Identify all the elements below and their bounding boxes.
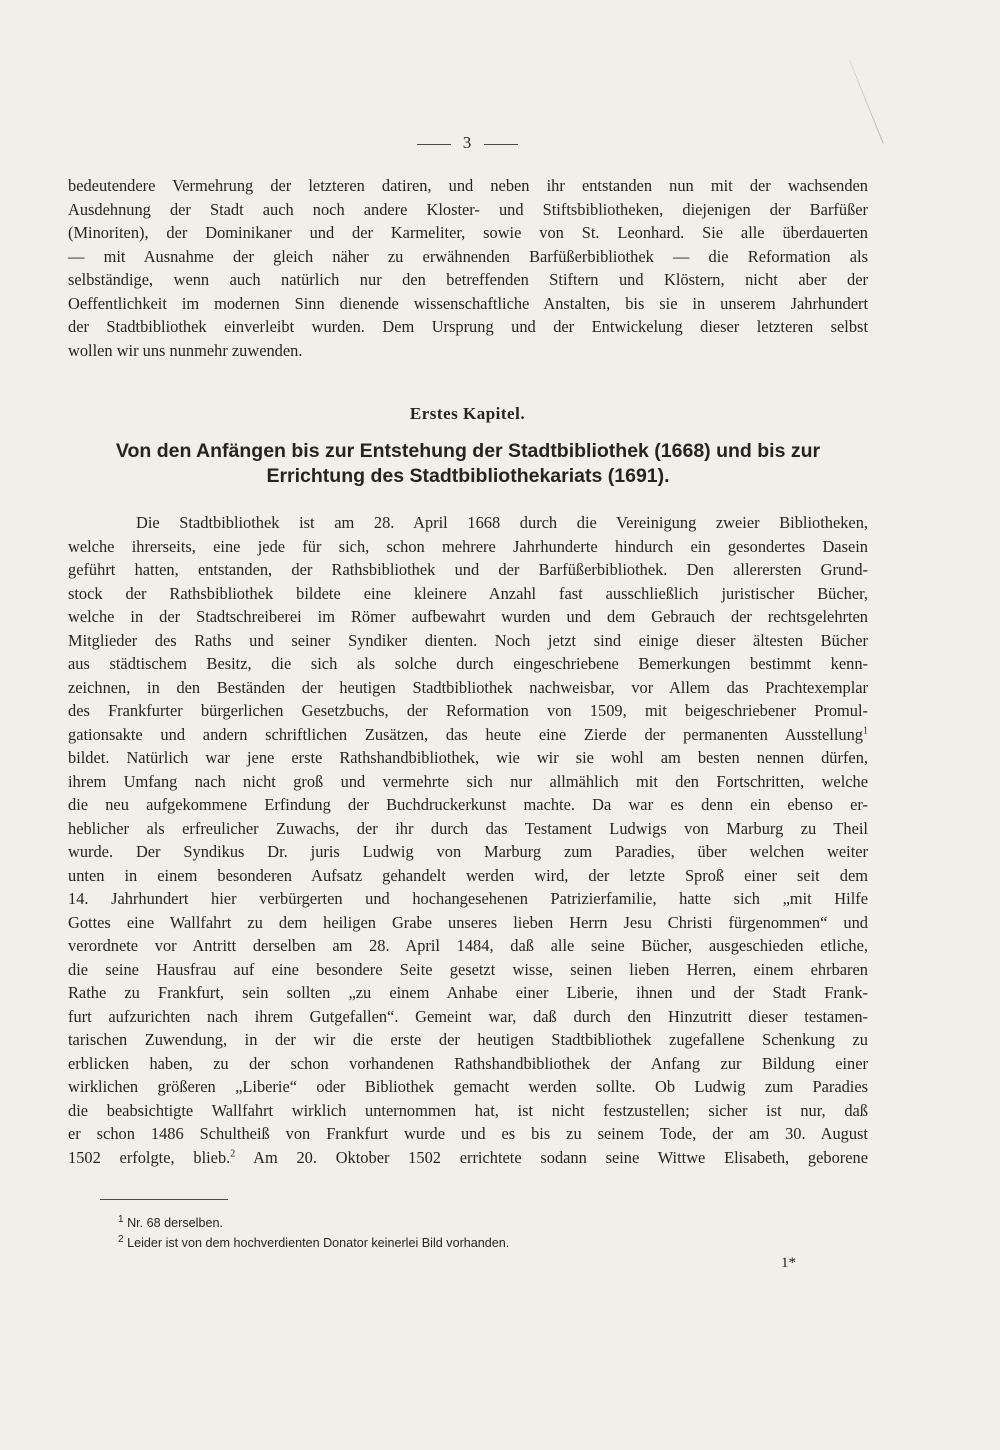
text-line: er schon 1486 Schultheiß von Frankfurt wurde und es bis zu seinem Tode, der am 30. August bbox=[68, 1124, 868, 1143]
chapter-label: Erstes Kapitel. bbox=[409, 404, 526, 423]
text-line: Die Stadtbibliothek ist am 28. April 1668 durch die Vereinigung zweier Bibliotheken, bbox=[136, 513, 868, 532]
text-line: wirklichen größeren „Liberie“ oder Bibliothek gemacht werden sollte. Ob Ludwig zum Paradies bbox=[68, 1077, 868, 1096]
page-number-dash-right bbox=[484, 144, 518, 145]
text-line: 14. Jahrhundert hier verbürgerten und hochangesehenen Patrizierfamilie, hatte sich „mit Hilfe bbox=[68, 889, 868, 908]
text-line: furt aufzurichten nach ihrem Gutgefallen“. Gemeint war, daß durch den Hinzutritt dieser testamen- bbox=[68, 1006, 868, 1026]
text-line: die beabsichtigte Wallfahrt wirklich unternommen hat, ist nicht festzustellen; sicher ist nur, daß bbox=[68, 1100, 868, 1120]
text-line: selbständige, wenn auch natürlich nur den betreffenden Stiftern und Klöstern, nicht aber der bbox=[68, 270, 868, 289]
footnote-2 bbox=[118, 1233, 818, 1253]
text-line: des Frankfurter bürgerlichen Gesetzbuchs, der Reformation von 1509, mit beigeschriebener Promul- bbox=[68, 701, 868, 720]
text-line: die neu aufgekommene Erfindung der Buchdruckerkunst machte. Da war es denn ein ebenso er- bbox=[68, 795, 868, 814]
footnote-mark: 1 bbox=[118, 1213, 124, 1225]
text-line: — mit Ausnahme der gleich näher zu erwähnenden Barfüßerbibliothek — die Reformation als bbox=[68, 246, 868, 266]
footnote-text: Leider ist von dem hochverdienten Donator keinerlei Bild vorhanden. bbox=[127, 1236, 510, 1250]
footnote-ref-1[interactable]: 1 bbox=[863, 725, 868, 737]
text-line: heblicher als erfreulicher Zuwachs, der ihr durch das Testament Ludwigs von Marburg zu Theil bbox=[68, 818, 868, 838]
footnotes bbox=[118, 1213, 818, 1253]
text-line-with-footnote bbox=[68, 723, 868, 747]
footnote-ref-2[interactable]: 2 bbox=[230, 1148, 236, 1160]
text-line: welche in der Stadtschreiberei im Römer aufbewahrt wurden und dem Gebrauch der rechtsgelehrten bbox=[68, 607, 868, 626]
text-line: (Minoriten), der Dominikaner und der Karmeliter, sowie von St. Leonhard. Sie alle überdauerten bbox=[68, 223, 868, 242]
text-line: erblicken haben, zu der schon vorhandenen Rathshandbibliothek der Anfang zur Bildung einer bbox=[68, 1053, 868, 1073]
text-line: zeichnen, in den Beständen der heutigen Stadtbibliothek nachweisbar, vor Allem das Prachtexemplar bbox=[68, 677, 868, 697]
text-line: unten in einem besonderen Aufsatz gehandelt werden wird, der letzte Sproß einer seit dem bbox=[68, 865, 868, 885]
text-line: bildet. Natürlich war jene erste Rathshandbibliothek, wie wir sie wohl am besten nennen dürfen, bbox=[68, 748, 868, 767]
printer-signature-mark: 1* bbox=[781, 1255, 796, 1271]
text-line: Gottes eine Wallfahrt zu dem heiligen Grabe unseres lieben Herrn Jesu Christi fürgenommen“ und bbox=[68, 912, 868, 932]
text-line: wollen wir uns nunmehr zuwenden. bbox=[68, 340, 303, 360]
text-line: bedeutendere Vermehrung der letzteren datiren, und neben ihr entstanden nun mit der wachsenden bbox=[68, 176, 868, 195]
main-paragraph bbox=[68, 511, 868, 1169]
page-number-value: 3 bbox=[462, 133, 473, 152]
page-number bbox=[0, 133, 935, 153]
footnote-text: Nr. 68 derselben. bbox=[127, 1216, 223, 1230]
text-line: der Stadtbibliothek einverleibt wurden. Dem Ursprung und der Entwickelung dieser letzteren selbst bbox=[68, 317, 868, 336]
text-line: Ausdehnung der Stadt auch noch andere Kloster- und Stiftsbibliotheken, diejenigen der Barfüßer bbox=[68, 199, 868, 219]
text-line: verordnete vor Antritt derselben am 28. April 1484, daß alle seine Bücher, ausgeschieden etliche, bbox=[68, 936, 868, 955]
text-line: ihrem Umfang nach nicht groß und vermehrte sich nur allmählich mit den Fortschritten, welche bbox=[68, 771, 868, 791]
chapter-title-line: Von den Anfängen bis zur Entstehung der Stadtbibliothek (1668) und bis zur bbox=[115, 440, 821, 462]
paper-fold-mark bbox=[849, 60, 884, 144]
text-line: die seine Hausfrau auf eine besondere Seite gesetzt wisse, seinen lieben Herren, einem ehrbaren bbox=[68, 959, 868, 979]
text-line-content: gationsakte und andern schriftlichen Zusätzen, das heute eine Zierde der permanenten Ausstellung bbox=[68, 724, 863, 744]
text-line: aus städtischem Besitz, die sich als solche durch eingeschriebene Bemerkungen bestimmt kenn- bbox=[68, 654, 868, 673]
page-number-dash-left bbox=[417, 144, 451, 145]
text-line-content: 1502 erfolgte, blieb.$^2$ Am 20. Oktober 1502 errichtete sodann seine Wittwe Elisabeth, geborene bbox=[68, 1147, 868, 1167]
text-line: welche ihrerseits, eine jede für sich, schon mehrere Jahrhunderte hindurch ein gesondertes Dasein bbox=[68, 536, 868, 556]
text-line: tarischen Zuwendung, in der wir die erste der heutigen Stadtbibliothek zugefallene Schenkung zu bbox=[68, 1030, 868, 1049]
text-line: Rathe zu Frankfurt, sein sollten „zu einem Anhabe einer Liberie, ihnen und der Stadt Frank- bbox=[68, 983, 868, 1002]
text-line: Mitglieder des Raths und seiner Syndiker dienten. Noch jetzt sind einige dieser ältesten Bücher bbox=[68, 630, 868, 650]
footnote-1 bbox=[118, 1213, 818, 1233]
footnote-mark: 2 bbox=[118, 1233, 124, 1245]
text-line: geführt hatten, entstanden, der Rathsbibliothek und der Barfüßerbibliothek. Den allerersten Grund- bbox=[68, 560, 868, 579]
text-line-with-footnote bbox=[68, 1146, 868, 1170]
chapter-title-line: Errichtung des Stadtbibliothekariats (1691). bbox=[266, 465, 670, 487]
footnote-separator bbox=[100, 1199, 228, 1200]
chapter-title bbox=[68, 439, 868, 489]
text-line: wurde. Der Syndikus Dr. juris Ludwig von Marburg zum Paradies, über welchen weiter bbox=[68, 842, 868, 861]
text-line: Oeffentlichkeit im modernen Sinn dienende wissenschaftliche Anstalten, bis sie in unserem Jahrhundert bbox=[68, 293, 868, 313]
text-line: stock der Rathsbibliothek bildete eine kleinere Anzahl fast ausschließlich juristischer Bücher, bbox=[68, 583, 868, 603]
intro-paragraph bbox=[68, 174, 868, 362]
